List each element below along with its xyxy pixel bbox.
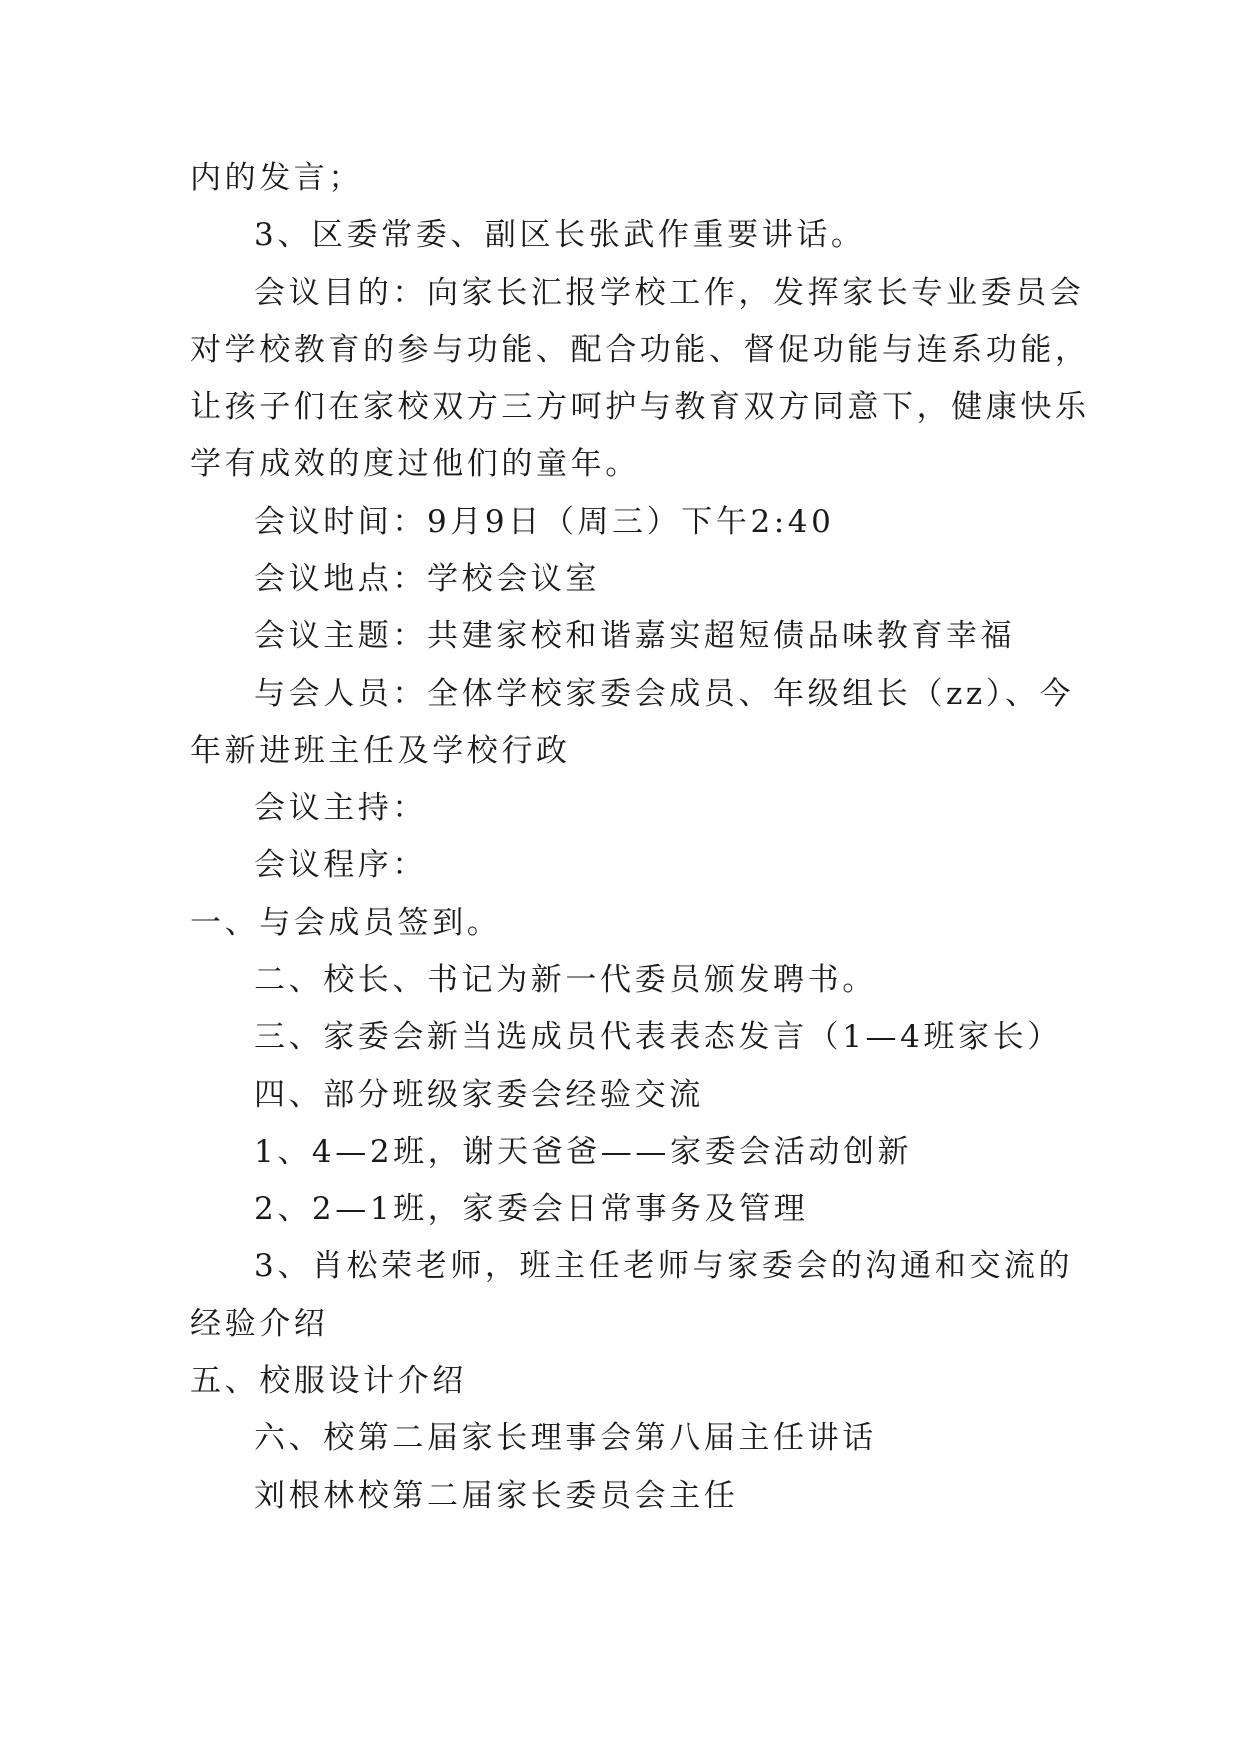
- text-line: 刘根林校第二届家长委员会主任: [254, 1478, 739, 1514]
- text-line: 对学校教育的参与功能、配合功能、督促功能与连系功能，: [190, 332, 1090, 368]
- text-line: 让孩子们在家校双方三方呵护与教育双方同意下，健康快乐: [190, 389, 1090, 425]
- text-line: 会议主持：: [254, 790, 427, 826]
- text-line: 内的发言；: [190, 160, 363, 196]
- text-line: 年新进班主任及学校行政: [190, 733, 571, 769]
- text-line: 经验介绍: [190, 1306, 329, 1342]
- text-line: 3、区委常委、副区长张武作重要讲话。: [254, 217, 866, 253]
- text-line: 四、部分班级家委会经验交流: [254, 1077, 704, 1113]
- text-line: 1、4—2班，谢天爸爸——家委会活动创新: [254, 1134, 913, 1170]
- text-line: 会议程序：: [254, 847, 427, 883]
- text-line: 六、校第二届家长理事会第八届主任讲话: [254, 1420, 877, 1456]
- text-line: 一、与会成员签到。: [190, 905, 502, 941]
- text-line: 二、校长、书记为新一代委员颁发聘书。: [254, 962, 877, 998]
- text-line: 会议地点：学校会议室: [254, 561, 600, 597]
- text-line: 3、肖松荣老师，班主任老师与家委会的沟通和交流的: [254, 1248, 1074, 1284]
- text-line: 三、家委会新当选成员代表表态发言（1—4班家长）: [254, 1019, 1062, 1055]
- text-line: 会议时间：9月9日（周三）下午2:40: [254, 504, 835, 540]
- text-line: 五、校服设计介绍: [190, 1363, 467, 1399]
- text-line: 会议目的：向家长汇报学校工作，发挥家长专业委员会: [254, 275, 1085, 311]
- text-line: 与会人员：全体学校家委会成员、年级组长（zz）、今: [254, 676, 1075, 712]
- text-line: 学有成效的度过他们的童年。: [190, 446, 640, 482]
- text-line: 2、2—1班，家委会日常事务及管理: [254, 1191, 809, 1227]
- text-line: 会议主题：共建家校和谐嘉实超短债品味教育幸福: [254, 618, 1016, 654]
